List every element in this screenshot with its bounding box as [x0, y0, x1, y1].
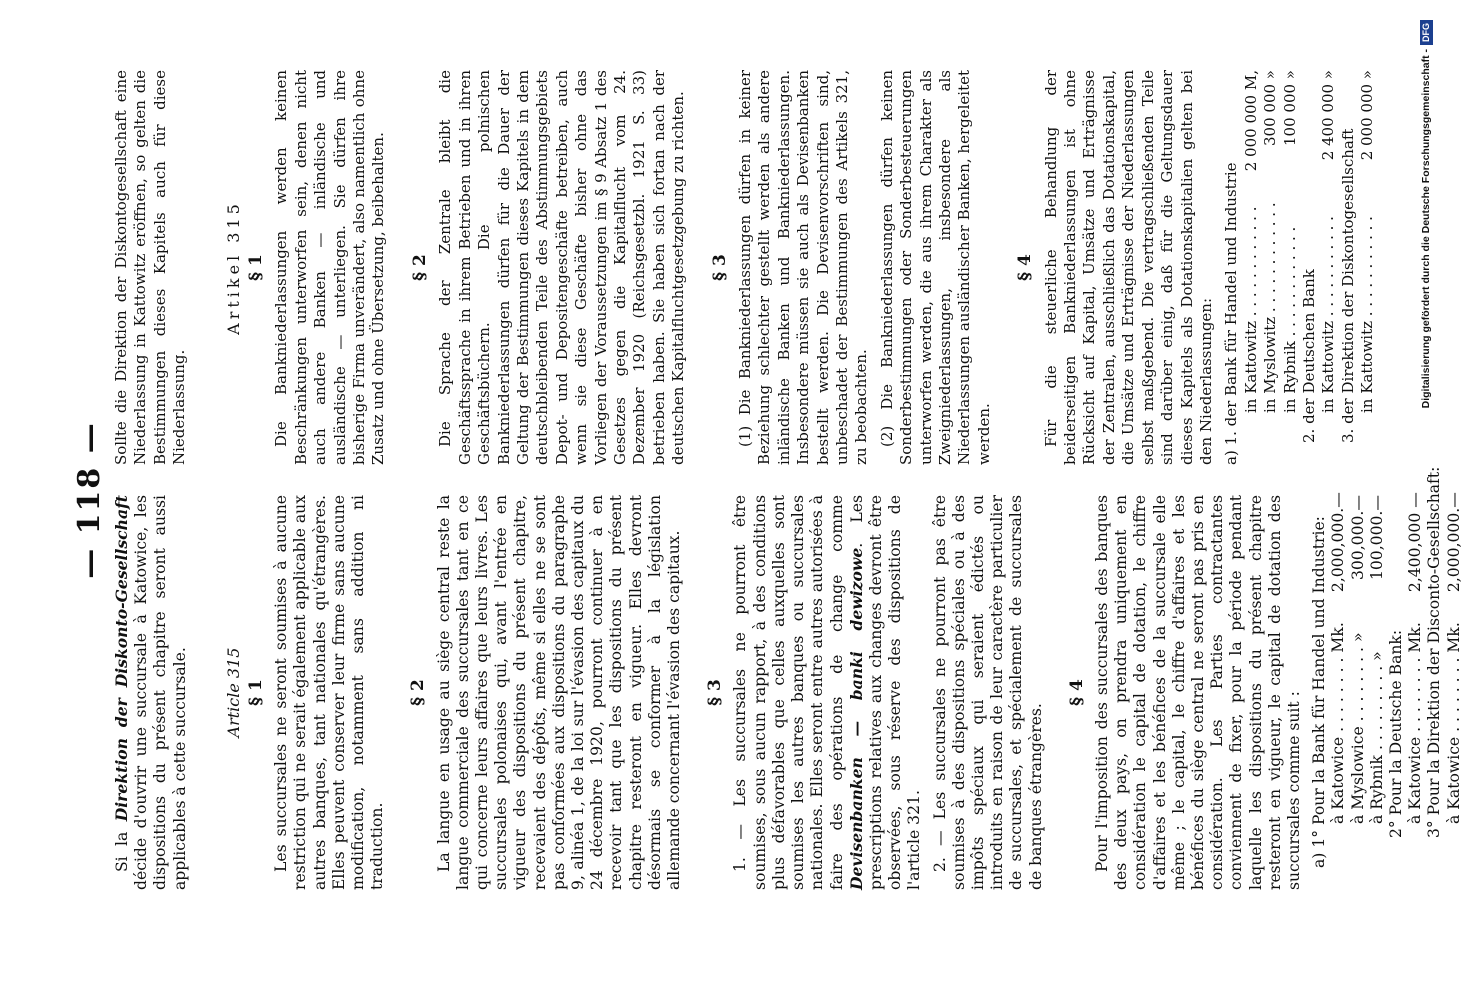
de-capital-list: [1222, 70, 1377, 465]
fr-list-amount: 2,000,000.—: [1329, 492, 1348, 593]
fr-s2-heading: § 2: [408, 679, 429, 706]
digitization-sidebar: [1418, 6, 1434, 1000]
fr-list-item: [1368, 495, 1387, 890]
de-list-item: [1300, 70, 1319, 465]
de-list-label: 3. der Direktion der Diskontogesellschaft: [1338, 128, 1357, 443]
fr-article-heading: Article 315: [223, 647, 243, 738]
de-list-label: in Rybnik . . . . . . . . . . . .: [1280, 226, 1299, 413]
fr-list-amount: 100,000.—: [1367, 495, 1386, 581]
fr-list-label: 3° Pour la Direktion der Disconto-Gesellschaft:: [1425, 466, 1444, 838]
fr-list-item: [1349, 495, 1368, 890]
fr-s4-text: Pour l'imposition des succursales des banques des deux pays, on prendra uniquement en considération le capital de dotation, le chiffre d'affaires et les bénéfices de la succursale elle même ; le capital, le chiffre d'affaires et les bénéfices du siège central ne seront pas pris en considération. Les Parties contractantes conviennent de fixer, pour la période pendant laquelle les dispositions du présent chapitre resteront en vigueur, le capital de dotation des succursales comme suit :: [1092, 495, 1303, 890]
fr-list-label: à Katowice . . . . . . . . Mk.: [1444, 622, 1463, 824]
fr-s3-heading: § 3: [705, 679, 726, 706]
de-list-item: [1358, 70, 1377, 465]
fr-list-label: a) 1° Pour la Bank für Handel und Industrie:: [1310, 516, 1329, 868]
fr-intro-emphasis: Direktion der Diskonto-Gesellschaft: [112, 495, 131, 822]
de-s2-text: Die Sprache der Zentrale bleibt die Geschäftssprache in ihrem Betrieben und in ihren Geschäftsbüchern. Die polnischen Bankniederlassungen dürfen für die Dauer der Geltung der Bestimmungen dieses Kapitels in dem deutschbleibenden Teile des Abstimmungsgebiets Depot- und Depositengeschäfte betreiben, auch wenn sie diese Geschäfte bisher ohne das Vorliegen der Voraussetzungen im § 9 Absatz 1 des Gesetzes gegen die Kapitalflucht vom 24. Dezember 1920 (Reichsgesetzbl. 1921 S. 33) betrieben haben. Sie haben sich fortan nach der deutschen Kapitalfluchtgesetzgebung zu richten.: [436, 70, 688, 465]
de-s1-text: Die Bankniederlassungen werden keinen Beschränkungen unterworfen sein, denen nicht auch andere Banken — inländische und ausländische — unterliegen. Sie dürfen ihre bisherige Firma unverändert, also namentlich ohne Zusatz und ohne Übersetzung, beibehalten.: [272, 70, 388, 465]
fr-s3-p2: 2. — Les succursales ne pourront pas être soumises à des dispositions spéciales ou à des impôts spéciaux qui seraient édictés ou introduits en raison de leur caractère particulier de succursales, et spécialement de succursales de banques étrangères.: [930, 495, 1045, 890]
fr-s3-p1: 1. — Les succursales ne pourront être soumises, sous aucun rapport, à des conditions plus défavorables que celles auxquelles sont soumises les autres banques ou succursales nationales. Elles seront entre autres autorisées à faire des opérations de change comme Devisenbanken — banki dewizowe. Les prescriptions relatives aux changes devront être observées, sous réserve des dispositions de l'article 321.: [731, 494, 924, 890]
fr-list-label: à Katowice . . . . . . . . Mk.: [1406, 622, 1425, 824]
fr-list-item: [1387, 495, 1406, 890]
fr-s1-heading: § 1: [246, 679, 267, 706]
de-list-item: [1261, 70, 1280, 465]
de-list-label: 2. der Deutschen Bank: [1299, 269, 1318, 443]
de-list-amount: [1300, 70, 1319, 200]
de-list-label: in Myslowitz . . . . . . . . . . . .: [1261, 202, 1280, 413]
de-list-amount: [1339, 0, 1358, 129]
sidebar-credit: Digitalisierung gefördert durch die Deutsche Forschungsgemeinschaft -: [1420, 49, 1432, 409]
de-list-amount: 2 400 000 »: [1319, 70, 1338, 161]
de-list-item: [1319, 70, 1338, 465]
fr-list-amount: 2,000,000.—: [1444, 492, 1463, 593]
de-list-amount: [1222, 32, 1241, 162]
de-s2-heading: § 2: [409, 254, 430, 281]
page-number: — 118 —: [72, 421, 107, 579]
de-article-heading: Artikel 315: [223, 200, 243, 335]
de-s1-heading: § 1: [246, 254, 267, 281]
de-s3-p1: (1) Die Bankniederlassungen dürfen in keiner Beziehung schlechter gestellt werden als andere inländische Banken und Bankniederlassungen. Insbesondere müssen sie auch als Devisenbanken bestellt werden. Die Devisenvorschriften sind, unbeschadet der Bestimmungen des Artikels 321, zu beobachten.: [735, 70, 871, 465]
fr-list-label: à Myslowice . . . . . . . . »: [1348, 632, 1367, 824]
de-list-label: a) 1. der Bank für Handel und Industrie: [1222, 162, 1241, 465]
de-s4-heading: § 4: [1015, 254, 1036, 281]
de-list-label: in Kattowitz . . . . . . . . . . .: [1319, 216, 1338, 413]
fr-s1-text: Les succursales ne seront soumises à aucune restriction qui ne serait également applicable aux autres banques, tant nationales qu'étrangères. Elles peuvent conserver leur firme sans aucune modification, notamment sans addition ni traduction.: [272, 495, 387, 890]
fr-s4-heading: § 4: [1066, 679, 1087, 706]
fr-list-item: [1310, 495, 1329, 890]
fr-intro: Si la Direktion der Diskonto-Gesellschaft décide d'ouvrir une succursale à Katowice, les dispositions du présent chapitre seront aussi applicables à cette succursale.: [112, 495, 189, 890]
fr-list-amount: [1387, 495, 1406, 625]
de-s3-heading: § 3: [709, 254, 730, 281]
de-list-item: [1222, 70, 1241, 465]
german-column: [112, 70, 1378, 465]
de-s3-p2: (2) Die Bankniederlassungen dürfen keinen Sonderbestimmungen oder Sonderbesteuerungen unterworfen werden, die aus ihrem Charakter als Zweigniederlassungen, insbesondere als Niederlassungen ausländischer Banken, hergeleitet werden.: [877, 70, 993, 465]
de-list-amount: 2 000 000 »: [1358, 70, 1377, 161]
de-s4-text: Für die steuerliche Behandlung der beiderseitigen Bankniederlassungen ist ohne Rücksicht auf Kapital, Umsätze und Erträgnisse der Zentralen, ausschließlich das Dotationskapital, die Umsätze und Erträgnisse der Niederlassungen selbst maßgebend. Die vertragschließenden Teile sind darüber einig, daß für die Geltungsdauer dieses Kapitels als Dotationskapitalien gelten bei den Niederlassungen:: [1041, 70, 1215, 465]
fr-list-item: [1329, 492, 1348, 890]
de-list-amount: 300 000 »: [1261, 70, 1280, 146]
de-list-label: in Kattowitz . . . . . . . . . . .: [1358, 216, 1377, 413]
de-intro: Sollte die Direktion der Diskontogesellschaft eine Niederlassung in Kattowitz eröffnen, so gelten die Bestimmungen dieses Kapitels auch für diese Niederlassung.: [112, 70, 189, 465]
french-column: [112, 466, 1464, 890]
de-list-item: [1339, 70, 1358, 465]
de-list-item: [1242, 70, 1261, 465]
fr-list-item: [1444, 492, 1464, 890]
fr-list-amount: 300,000.—: [1348, 495, 1367, 581]
de-list-amount: 100 000 »: [1280, 70, 1299, 146]
fr-list-amount: 2,400,000 —: [1406, 492, 1425, 593]
fr-list-label: 2° Pour la Deutsche Bank:: [1386, 629, 1405, 838]
de-list-label: in Kattowitz . . . . . . . . . . . .: [1241, 206, 1260, 413]
fr-capital-list: [1310, 466, 1464, 890]
fr-list-label: à Katowice . . . . . . . . Mk.: [1329, 622, 1348, 824]
de-list-item: [1281, 70, 1300, 465]
dfg-logo: DFG: [1420, 20, 1433, 45]
de-list-amount: 2 000 000 M,: [1241, 70, 1260, 172]
fr-s2-text: La langue en usage au siège central reste la langue commerciale des succursales tant en ce qui concerne leurs affaires que leurs livres. Les succursales polonaises qui, avant l'entrée en vigueur des dispositions du présent chapitre, recevaient des dépôts, même si elles ne se sont pas conformées aux dispositions du paragraphe 9, alinéa 1, de la loi sur l'évasion des capitaux du 24 décembre 1920, pourront continuer à en recevoir tant que les dispositions du présent chapitre resteront en vigueur. Elles devront désormais se conformer à la législation allemande concernant l'évasion des capitaux.: [434, 495, 684, 890]
fr-list-label: à Rybnik . . . . . . . . . »: [1367, 651, 1386, 824]
